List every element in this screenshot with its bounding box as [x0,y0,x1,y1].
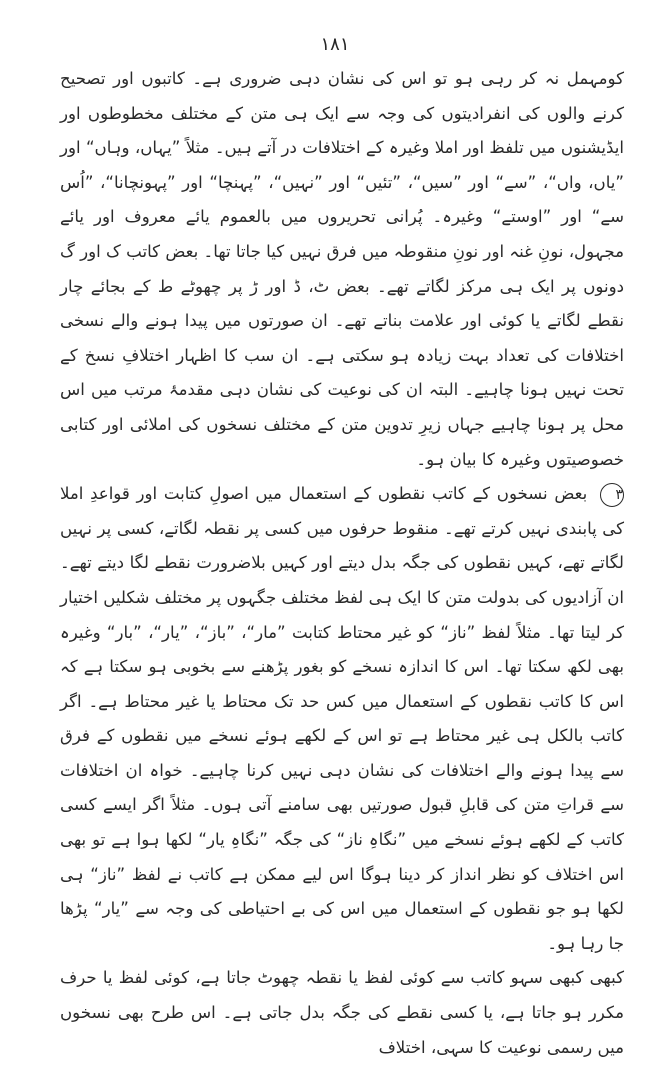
page-body [60,62,624,1065]
paragraph-1-text: کومہمل نہ کر رہی ہو تو اس کی نشان دہی ضروری ہے۔ کاتبوں اور تصحیح کرنے والوں کی انفرادیتوں کی وجہ سے ایک ہی متن کے مختلف مخطوطوں اور ایڈیشنوں میں تلفظ اور املا وغیرہ کے اختلافات در آتے ہیں۔ مثلاً ”یہاں، وہاں“ اور ”یاں، واں“، ”سے“ اور ”سیں“، ”تئیں“ اور ”نہیں“، ”پہنچا“ اور ”پہونچانا“، ”اُس سے“ اور ”اوستے“ وغیرہ۔ پُرانی تحریروں میں بالعموم یائے معروف اور یائے مجہول، نونِ غنہ اور نونِ منقوطہ میں فرق نہیں کیا جاتا تھا۔ بعض کاتب ک اور گ دونوں پر ایک ہی مرکز لگاتے تھے۔ بعض ٹ، ڈ اور ڑ پر چھوٹے ط کے بجائے چار نقطے لگاتے یا کوئی اور علامت بناتے تھے۔ ان صورتوں میں پیدا ہونے والے نسخی اختلافات کی تعداد بہت زیادہ ہو سکتی ہے۔ ان سب کا اظہار اختلافِ نسخ کے تحت نہیں ہونا چاہیے۔ البتہ ان کی نوعیت کی نشان دہی مقدمۂ مرتب میں اس محل پر ہونا چاہیے جہاں زیرِ تدوین متن کے مختلف نسخوں کی املائی اور کتابی خصوصیتوں وغیرہ کا بیان ہو۔ [60,69,624,469]
paragraph-1 [60,62,624,477]
paragraph-2 [60,477,624,961]
paragraph-2-text: بعض نسخوں کے کاتب نقطوں کے استعمال میں اصولِ کتابت اور قواعدِ املا کی پابندی نہیں کرتے تھے۔ منقوط حرفوں میں کسی پر نقطہ لگاتے، کسی پر نہیں لگاتے تھے، کہیں نقطوں کی جگہ بدل دیتے اور کہیں بلاضرورت نقطے لگا دیتے تھے۔ ان آزادیوں کی بدولت متن کا ایک ہی لفظ مختلف جگہوں پر مختلف شکلیں اختیار کر لیتا تھا۔ مثلاً لفظ ”ناز“ کو غیر محتاط کتابت ”مار“، ”باز“، ”یار“، ”بار“ وغیرہ بھی لکھ سکتا تھا۔ اس کا اندازہ نسخے کو بغور پڑھنے سے بخوبی ہو سکتا ہے کہ اس کا کاتب نقطوں کے استعمال میں کس حد تک محتاط یا غیر محتاط ہے۔ اگر کاتب بالکل ہی غیر محتاط ہے تو اس کے لکھے ہوئے نسخے میں نقطوں کے فرق سے پیدا ہونے والے اختلافات کی نشان دہی نہیں کرنا چاہیے۔ خواہ ان اختلافات سے قراتِ متن کی قابلِ قبول صورتیں بھی سامنے آتی ہوں۔ مثلاً اگر ایسے کسی کاتب کے لکھے ہوئے نسخے میں ”نگاہِ ناز“ کی جگہ ”نگاہِ یار“ لکھا ہوا ہے تو بھی اس اختلاف کو نظر انداز کر دینا ہوگا اس لیے ممکن ہے کاتب نے لفظ ”ناز“ ہی لکھا ہو جو نقطوں کے استعمال میں اس کی بے احتیاطی کی وجہ سے ”یار“ پڑھا جا رہا ہو۔ [60,484,624,953]
paragraph-number-marker: ۳ [600,483,624,507]
paragraph-3 [60,961,624,1065]
page-number: ۱۸۱ [320,34,350,55]
paragraph-3-text: کبھی کبھی سہو کاتب سے کوئی لفظ یا نقطہ چھوٹ جاتا ہے، کوئی لفظ یا حرف مکرر ہو جاتا ہے، یا کسی نقطے کی جگہ بدل جاتی ہے۔ اس طرح بھی نسخوں میں رسمی نوعیت کا سہی، اختلاف [60,968,624,1057]
